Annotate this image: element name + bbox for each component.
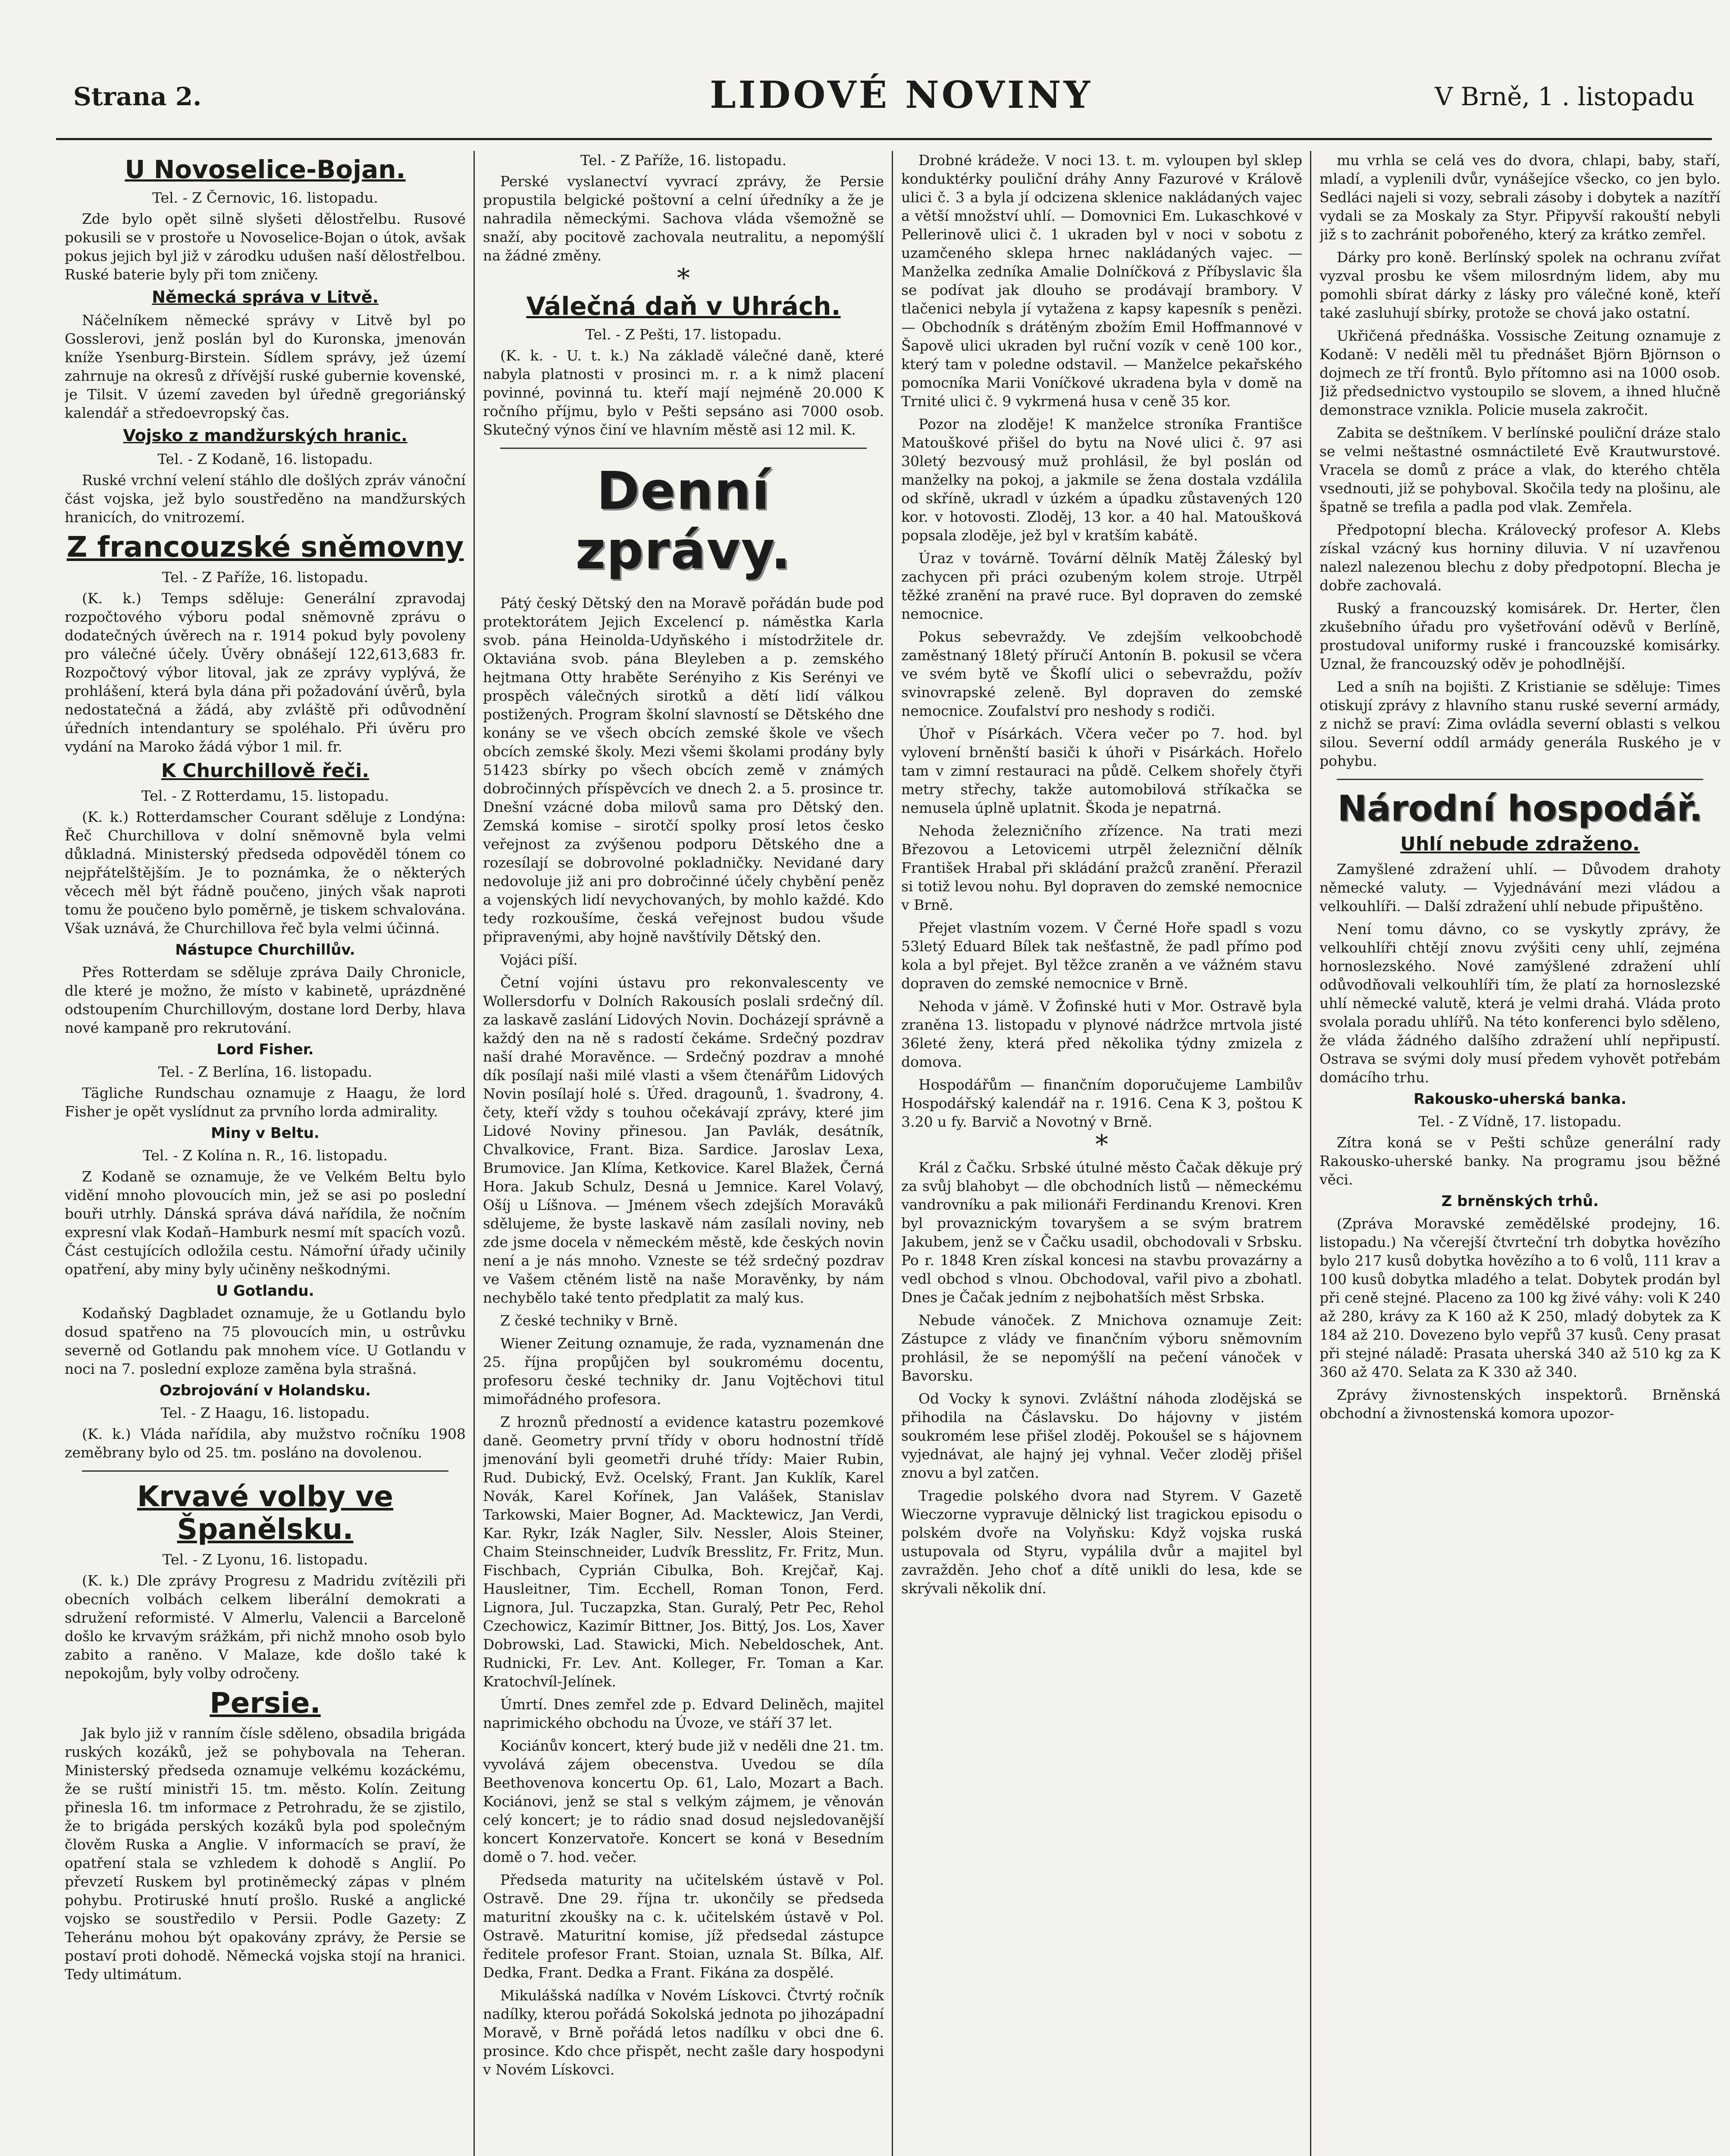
article-body: Kodaňský Dagbladet oznamuje, že u Gotlandu bylo dosud spatřeno na 75 plovoucích min, u ostrůvku severně od Gotlandu pak mnohem více. U Gotlandu v noci na 7. poslední exploze zaměna byla strašná. [65, 1304, 466, 1377]
headline: K Churchillově řeči. [161, 759, 370, 782]
article-body: Předseda maturity na učitelském ústavě v Pol. Ostravě. Dne 29. října tr. ukončily se předseda maturitní zkoušky na c. k. učitelském ústavě v Pol. Ostravě. Maturitní komise, jíž předsedal zástupce ředitele profesor Frant. Stoian, uznala St. Bílka, Alf. Dedka, Frant. Dedka a Frant. Fikána za dospělé. [483, 1871, 884, 1981]
header-rule [56, 138, 1712, 140]
headline: Persie. [210, 1686, 321, 1720]
article-body: Zprávy živnostenských inspektorů. Brněnská obchodní a živnostenská komora upozor- [1319, 1386, 1721, 1422]
headline: Německá správa v Litvě. [152, 287, 379, 307]
article-body: Wiener Zeitung oznamuje, že rada, vyznamenán dne 25. října propůjčen byl soukromému docentu, profesoru české techniky dr. Janu Vojtěchovi titul mimořádného profesora. [483, 1335, 884, 1407]
article-body: Drobné krádeže. V noci 13. t. m. vyloupen byl sklep konduktérky pouliční dráhy Anny Fazurové v Králově ulici č. 3 a byla jí odcizena sklenice nakládaných vajec a větší množství uhlí. — Domovnici Em. Lukaschkové v Pellerinově ulici č. 1 ukraden byl v noci v sobotu z uzamčeného sklepa hrnec nakládaných vajec. — Manželka zedníka Amalie Dolníčková z Příbyslavic šla se podívat jak dlouho se prodávají brambory. V tlačenici nebyla jí vytažena z kapsy kapesník s penězi. — Obchodník s drátěným zbožím Emil Hoffmannové v Šapově ulici ukraden byl ruční vozík v ceně 100 kor., který tam v poledne odstavil. — Manželce pekařského pomocníka Marii Voníčkové ukradena byla v domě na Trnité ulici č. 9 vykrmená husa v ceně 35 kor. [901, 152, 1302, 410]
article-body: (K. k.) Temps sděluje: Generální zpravodaj rozpočtového výboru podal sněmovně zprávu o dodatečných úvěrech na r. 1914 pokud byly povoleny pro válečné účely. Úvěry obnášejí 122,613,683 fr. Rozpočtový výbor litoval, jak ze zprávy vyplývá, že prohlášení, která byla dána při požadování úvěrů, byla nedostatečná a žádá, aby zvláště při odůvodnění úředních intendantury se spoléhalo. Při úvěru pro vydání na Maroko žádá výbor 1 mil. fr. [65, 589, 466, 755]
article-body: (Zpráva Moravské zemědělské prodejny, 16. listopadu.) Na včerejší čtvrteční trh dobytka hovězího bylo 217 kusů dobytka hovězího a to 6 volů, 111 krav a 100 kusů dobytka mladého a telat. Dobytek prodán byl při ceně stejné. Placeno za 100 kg živé váhy: voli K 240 až 280, krávy za K 160 až K 250, mladý dobytek za K 184 až 210. Dovezeno bylo vepřů 37 kusů. Ceny prasat při stejné náladě: Prasata uherská 340 až 510 kg za K 360 až 470. Selata za K 330 až 340. [1319, 1215, 1721, 1381]
article-body: Perské vyslanectví vyvrací zprávy, že Persie propustila belgické poštovní a celní úředníky a že je nahradila německými. Sachova vláda všemožně se snaží, aby pocitově zachovala neutralitu, a nepomýšlí na žádné změny. [483, 173, 884, 264]
section-divider [82, 1470, 448, 1472]
headline: U Novoselice-Bojan. [125, 155, 406, 184]
article-body: Zabita se deštníkem. V berlínské pouliční dráze stalo se velmi neštastné osmnáctileté Evě Krautwurstové. Vracela se domů z práce a vlak, do kterého chtěla vsednouti, již se pohyboval. Skočila tedy na plošinu, ale špatně se trefila a padla pod vlak. Zemřela. [1319, 424, 1721, 515]
article-body: Tragedie polského dvora nad Styrem. V Gazetě Wieczorne vypravuje dělnický list tragickou episodu o polském dvoře na Volyňsku: Když vojska ruská ustupovala od Styru, vypálila dvůr a majitel byl zavražděn. Jeho choť a dítě unikli do lesa, kde se skrývali několik dní. [901, 1487, 1302, 1597]
headline: Lord Fisher. [216, 1040, 314, 1058]
article-body: Ruské vrchní velení stáhlo dle došlých zpráv vánoční část vojska, jež bylo soustředěno na mandžurských hranicích, do vnitrozemí. [65, 472, 466, 526]
masthead: LIDOVÉ NOVINY [710, 73, 1093, 117]
article-body: Z hroznů předností a evidence katastru pozemkové daně. Geometry první třídy v oboru hodnostní třídě jmenování byli geometři druhé třídy: Maier Rubin, Rud. Dubický, Evž. Ocelský, Frant. Jan Kuklík, Karel Novák, Karel Kořínek, Jan Valášek, Stanislav Tarkowski, Maier Bogner, Ad. Macktewicz, Jan Verdi, Kar. Rykr, Izák Nagler, Silv. Nessler, Alois Steiner, Chaim Steinschneider, Ludvík Bresslitz, Fr. Fritz, Mun. Fischbach, Cyprián Cibulka, Boh. Krejčař, Kaj. Hausleitner, Tim. Ecchell, Roman Tonon, Ferd. Lignora, Jul. Tuczapzka, Stan. Guralý, Petr Pec, Rehol Czechowicz, Kazimír Bittner, Jos. Bittý, Jos. Los, Xaver Dobrowski, Lad. Stawicki, Mich. Nebeldoschek, Ant. Rudnicki, Fr. Lev. Ant. Kolleger, Fr. Toman a Kar. Kratochvíl-Jelínek. [483, 1413, 884, 1690]
column-2 [483, 151, 884, 2156]
headline: Krvavé volby ve Španělsku. [137, 1480, 394, 1546]
dateline: Tel. - Z Rotterdamu, 15. listopadu. [141, 787, 389, 804]
article-body: Úhoř v Písárkách. Včera večer po 7. hod. byl vylovení brněnští basiči k úhoři v Pisárkách. Hořelo tam v zimní restauraci na půdě. Celkem shořely čtyři metry střechy, takže automobilová stříkačka se nemusela úplně uplatnit. Škoda je nepatrná. [901, 725, 1302, 816]
dateline: Tel. - Z Vídně, 17. listopadu. [1418, 1112, 1622, 1130]
article-lead: Zamyšlené zdražení uhlí. — Důvodem drahoty německé valuty. — Vyjednávání mezi vládou a velkouhlíři. — Další zdražení uhlí nebude připuštěno. [1319, 860, 1721, 915]
article-body: Nehoda železničního zřízence. Na trati mezi Březovou a Letovicemi utrpěl železniční dělník František Hrabal při skládání pražců zranění. Přerazil si totiž levou nohu. Byl dopraven do zemské nemocnice v Brně. [901, 822, 1302, 913]
article-body: Mikulášská nadílka v Novém Lískovci. Čtvrtý ročník nadílky, kterou pořádá Sokolská jednota po jihozápadní Moravě, v Brně pořádá letos nadílku v obci dne 6. prosince. Kdo chce přispět, necht zašle dary hospodyni v Novém Lískovci. [483, 1987, 884, 2078]
article-body: Pozor na zloděje! K manželce stroníka Františce Matouškové přišel do bytu na Nové ulici č. 97 asi 30letý bezvousý muž prohlásil, že byl poslán od manželky na pokoj, a jakmile se žena dostala vzdálila od skříně, ukradl v úzkém a úpadku zůstavených 120 kor. v hotovosti. Zloděj, 13 kor. a 40 hal. Matoušková popsala zloděje, jež byl v kratším kabátě. [901, 416, 1302, 544]
article-body: Led a sníh na bojišti. Z Kristianie se sděluje: Times otiskují zprávy z hlavního stanu ruské severní armády, z nichž se praví: Zima ovládla severní oblasti s velkou silou. Severní oddíl armády generála Ruského je v pohybu. [1319, 678, 1721, 769]
dateline: Tel. - Z Kodaně, 16. listopadu. [157, 451, 373, 468]
dateline: Tel. - Z Kolína n. R., 16. listopadu. [142, 1147, 388, 1164]
column-4 [1319, 151, 1721, 2156]
article-body: (K. k.) Dle zprávy Progresu z Madridu zvítězili při obecních volbách celkem liberální demokrati a sdružení reformisté. V Almerlu, Valencii a Barceloně došlo ke krvavým srážkám, při nichž mnoho osob bylo zabito a raněno. V Malaze, kde došlo také k nepokojům, byly volby odročeny. [65, 1572, 466, 1682]
column-3 [901, 151, 1302, 2156]
article-body: Není tomu dávno, co se vyskytly zprávy, že velkouhlíři chtějí znovu zvýšiti ceny uhlí, zejména hornoslezského. Nové zamýšlené zdražení uhlí odůvodňovali velkouhlíři tím, že platí za hornoslezské uhlí německé valutě, která je velmi drahá. Vláda proto svolala poradu uhlířů. Na této konferenci bylo sděleno, že vláda žádného dalšího zdražení uhlí nepřipustí. Ostrava se svými doly musí předem vyhovět potřebám domácího trhu. [1319, 920, 1721, 1086]
section-title: Denní zprávy. [575, 461, 792, 581]
dateline: Tel. - Z Berlína, 16. listopadu. [158, 1063, 372, 1080]
headline: Nástupce Churchillův. [175, 941, 355, 959]
article-body: Přejet vlastním vozem. V Černé Hoře spadl s vozu 53letý Eduard Bílek tak nešťastně, že padl přímo pod kola a byl přejet. Byl těžce zraněn a ve vážném stavu dopraven do zemské nemocnice v Brně. [901, 919, 1302, 992]
article-body: Pokus sebevraždy. Ve zdejším velkoobchodě zaměstnaný 18letý příručí Antonín B. pokusil se včera ve svém bytě ve Škoflí ulici o sebevraždu, požív svinovrapské zeleně. Byl dopraven do zemské nemocnice. Zoufalství pro neshody s rodiči. [901, 628, 1302, 719]
article-body: Tägliche Rundschau oznamuje z Haagu, že lord Fisher je opět vyslídnut za prvního lorda admirality. [65, 1084, 466, 1120]
article-body: Předpotopní blecha. Královecký profesor A. Klebs získal vzácný kus horniny diluvia. V ní uzavřenou nalezl nalezenou blechu z doby předpotopní. Blecha je dobře zachovalá. [1319, 521, 1721, 594]
dateline: Tel. - Z Paříže, 16. listopadu. [580, 152, 787, 169]
article-body: Z Kodaně se oznamuje, že ve Velkém Beltu bylo vidění mnoho plovoucích min, jež se asi po poslední bouři utrhly. Dánská správa dává nařídila, že nočním expresní vlak Kodaň–Hamburk nesmí mít spacích vozů. Část cestujících odložila cestu. Námořní úřady učinily opatření, aby miny byly učiněny neškodnými. [65, 1168, 466, 1278]
headline: Uhlí nebude zdraženo. [1400, 833, 1640, 856]
section-title: Národní hospodář. [1337, 788, 1703, 829]
article-body: Přes Rotterdam se sděluje zpráva Daily Chronicle, dle které je možno, že místo v kabinetě, uprázdněné odstoupením Churchillovým, dostane lord Derby, hlava nové kampaně pro rekrutování. [65, 963, 466, 1036]
article-body: Dárky pro koně. Berlínský spolek na ochranu zvířat vyzval prosbu ke všem milosrdným lidem, aby mu pomohli sbírat dárky z lásky pro válečné koně, kteří také zasluhují sbírky, protože se chová jako ostatní. [1319, 249, 1721, 321]
section-divider [500, 448, 867, 449]
article-body: Pátý český Dětský den na Moravě pořádán bude pod protektorátem Jejich Excelencí p. náměstka Karla svob. pána Heinolda-Udyňského i místodržitele dr. Oktaviána svob. pána Bleyleben a p. zemského hejtmana Otty hraběte Serényiho z Kis Serényi ve prospěch válečných sirotků a dětí lidí válkou postižených. Program školní slavností se Dětského dne konány se ve všech obcích zemské škole ve všech obcích zemské školy. Mezi všemi školami prodány byly 51423 sbírky po všech obcích země v známých dobročinných příspěvcích ve dnech 2. a 5. prosince tr. Dnešní vzácné doba milovů sama pro Dětský den. Zemská komise – sirotčí spolky prosí letos česko veřejnost za zvýšenou podporu Dětského dne a rozesílají se dobrovolné pokladničky. Nevidané dary nedovoluje již ani pro dobročinné účely chybění peněz a vojenských lidí nevychovaných, by mohlo každé. Kdo tedy rozkoušíme, česká veřejnost budou všude připravenými, aby hojně navštívily Dětský den. [483, 594, 884, 945]
dateline: Tel. - Z Paříže, 16. listopadu. [162, 568, 368, 586]
article-body: Zítra koná se v Pešti schůze generální rady Rakousko-uherské banky. Na programu jsou běžné věci. [1319, 1134, 1721, 1188]
headline: Vojsko z mandžurských hranic. [123, 426, 407, 445]
headline: Rakousko-uherská banka. [1413, 1090, 1627, 1108]
headline: Z brněnských trhů. [1441, 1192, 1599, 1210]
place-date: V Brně, 1 . listopadu [1435, 82, 1695, 111]
dateline: Tel. - Z Pešti, 17. listopadu. [585, 326, 782, 343]
headline: Válečná daň v Uhrách. [526, 291, 841, 321]
article-body: Úraz v továrně. Tovární dělník Matěj Žáleský byl zachycen při práci ozubeným kolem stroje. Utrpěl těžké zranění na pravé ruce. Byl dopraven do zemské nemocnice. [901, 550, 1302, 622]
column-rule [473, 151, 475, 2156]
article-body: Z české techniky v Brně. [500, 1312, 678, 1329]
article-body: Náčelníkem německé správy v Litvě byl po Gosslerovi, jenž poslán byl do Kuronska, jmenován kníže Ysenburg-Birstein. Sídlem správy, jež území zahrnuje na okresů z dřívější ruské gubernie kovenské, je Tilsit. V území zaveden byl úředně gregoriánský kalendář a středoevropský čas. [65, 312, 466, 422]
article-body: Úmrtí. Dnes zemřel zde p. Edvard Deliněch, majitel naprimického obchodu na Úvoze, ve stáří 37 let. [483, 1695, 884, 1731]
article-body: mu vrhla se celá ves do dvora, chlapi, baby, staří, mladí, a vyplenili dvůr, vynášejíce všecko, co jen bylo. Sedláci najeli si vozy, sebrali zásoby i dobytek a nazítří vydali se za Moskaly za Styr. Připyvší rakouští nebyli již s to zachránit pobořeného, který za krátko zemřel. [1319, 152, 1721, 243]
article-body: Hospodářům — finančním doporučujeme Lambilův Hospodářský kalendář na r. 1916. Cena K 3, poštou K 3.20 u fy. Barvič a Novotný v Brně. [901, 1076, 1302, 1130]
article-body: (K. k.) Rotterdamscher Courant sděluje z Londýna: Řeč Churchillova v dolní sněmovně byla velmi důkladná. Ministerský předseda odpověděl tónem co nejpřátelštějším. Je to poznámka, že o některých věcech měl být řádně poučeno, jiných však naproti tomu že poučeno bylo poměrně, je tiskem schvalována. Však uznává, že Churchillova řeč byla velmi účinná. [65, 808, 466, 937]
article-body: Král z Čačku. Srbské útulné město Čačak děkuje prý za svůj blahobyt — dle obchodních listů — německému vandrovníku a pak milionáři Ferdinandu Krenovi. Kren byl provaznickým tovaryšem a se svým bratrem Jakubem, jenž se v Čačku usadil, obchodovali v Srbsku. Po r. 1848 Kren získal koncesi na stavbu provazárny a vedl obchod s vlnou. Obchodoval, vařil pivo a zbohatl. Dnes je Čačak jedním z nejbohatších měst Srbska. [901, 1159, 1302, 1306]
column-1 [65, 151, 466, 2156]
article-body: Jak bylo již v ranním čísle sděleno, obsadila brigáda ruských kozáků, jež se pohybovala na Teheran. Ministerský předseda oznamuje velkému kozáckému, že se ruští ministři 15. tm. město. Kolín. Zeitung přinesla 16. tm informace z Petrohradu, že se zjistilo, že to brigáda perských kozáků byla pod společným člověm Ruska a Anglie. V informacích se praví, že opatření stala se vzhledem k dohodě s Anglií. Po převzetí Ruskem byl protiněmecký zápas v plném pohybu. Protiruské hnutí prošlo. Ruské a anglické vojsko se soustředilo v Persii. Podle Gazety: Z Teheránu mohou být opakovány zprávy, že Persie se postaví proti dohodě. Německá vojska stojí na hranici. Tedy ultimátum. [65, 1724, 466, 1983]
headline: Miny v Beltu. [211, 1124, 320, 1142]
article-body: Ukřičená přednáška. Vossische Zeitung oznamuje z Kodaně: V neděli měl tu přednášet Björn Björnson o dojmech ze tří frontů. Bylo přítomno asi na 1000 osob. Již předsednictvo vystoupilo se slovem, a ihned hlučně demonstrace vznikla. Policie musela zakročit. [1319, 327, 1721, 418]
article-body: (K. k.) Vláda nařídila, aby mužstvo ročníku 1908 zeměbrany bylo od 25. tm. posláno na dovolenou. [65, 1426, 466, 1461]
newspaper-page [56, 52, 1721, 2156]
column-rule [892, 151, 893, 2156]
headline: Ozbrojování v Holandsku. [160, 1382, 371, 1399]
article-body: Vojáci píší. [500, 951, 578, 968]
page-number: Strana 2. [73, 82, 202, 111]
article-body: Nebude vánoček. Z Mnichova oznamuje Zeit: Zástupce z vlády ve finančním výboru sněmovním prohlásil, že se nepomýšlí na pečení vánoček v Bavorsku. [901, 1312, 1302, 1384]
dateline: Tel. - Z Černovic, 16. listopadu. [152, 189, 378, 206]
headline: U Gotlandu. [216, 1282, 314, 1300]
page-header [56, 69, 1712, 134]
article-body: Četní vojíni ústavu pro rekonvalescenty ve Wollersdorfu v Dolních Rakousích poslali srdečný díl. za laskavě zaslání Lidových Novin. Docházejí správně a každý den na ně s radostí čekáme. Srdečný pozdrav naší drahé Moravěnce. — Srdečný pozdrav a mnohé dík posílají naši milé vlasti a všem čtenářům Lidových Novin posílají holé s. Úřed. dragounů, 1. švadrony, 4. čety, kteří vždy s touhou očekávají zprávy, které jim Lidové Noviny přinesou. Jan Pavlák, desátník, Chvalkovice, Frant. Biza. Sardice. Jaroslav Lexa, Brumovice. Jan Klíma, Ketkovice. Karel Blažek, Černá Hora. Jakub Schulz, Desná u Jemnice. Karel Volavý, Ošíj u Líšnova. — Jménem všech zdejších Moraváků sdělujeme, že byste laskavě nám zasílali noviny, neb zde jsme docela v německém městě, kde českých novin není a je nás mnoho. Vzneste se též srdečný pozdrav ve Vašem ctěném listě na naše Moravěnky, by nám nechybělo také tento předplatit za malý kus. [483, 974, 884, 1306]
article-body: Zde bylo opět silně slyšeti dělostřelbu. Rusové pokusili se v prostoře u Novoselice-Bojan o útok, avšak pokus jejich byl již v zárodku udušen naší dělostřelbou. Ruské baterie byly při tom zničeny. [65, 210, 466, 283]
article-body: Ruský a francouzský komisárek. Dr. Herter, člen zkušebního úřadu pro vyšetřování oděvů v Berlíně, prostudoval uniformy ruské i francouzské komisárky. Uznal, že francouzský oděv je pohodlnější. [1319, 600, 1721, 672]
article-body: Od Vocky k synovi. Zvláštní náhoda zlodějská se přihodila na Čáslavsku. Do hájovny v jistém soukromém lese přišel zloděj. Pokoušel se s hájovnem vyjednávat, ale hajný jej vyhnal. Večer zloděj přišel znovu a byl zatčen. [901, 1390, 1302, 1481]
article-body: (K. k. - U. t. k.) Na základě válečné daně, které nabyla platnosti v prosinci m. r. a k nimž placení povinné, povinná tu. kteří mají nejméně 20.000 K ročního příjmu, bylo v Pešti sepsáno asi 7000 osob. Skutečný výnos činí ve hlavním městě asi 12 mil. K. [483, 347, 884, 438]
article-body: Kociánův koncert, který bude již v neděli dne 21. tm. vyvolává zájem obecenstva. Uvedou se díla Beethovenova koncertu Op. 61, Lalo, Mozart a Bach. Kociánovi, jenž se stal s velkým zájmem, je věnován celý koncert; je to rádio snad dosud nejsledovanější koncert Konzervatoře. Koncert se koná v Besedním domě o 7. hod. večer. [483, 1737, 884, 1865]
article-body: Nehoda v jámě. V Žofinské huti v Mor. Ostravě byla zraněna 13. listopadu v plynové nádržce mrtvola jisté 36leté ženy, která před několika týdny zmizela z domova. [901, 998, 1302, 1070]
dateline: Tel. - Z Haagu, 16. listopadu. [160, 1404, 370, 1422]
section-divider [1337, 779, 1703, 780]
dateline: Tel. - Z Lyonu, 16. listopadu. [162, 1551, 368, 1568]
headline: Z francouzské sněmovny [66, 530, 464, 564]
star-ornament: * [677, 263, 690, 293]
column-rule [1310, 151, 1311, 2156]
star-ornament: * [1095, 1129, 1108, 1159]
